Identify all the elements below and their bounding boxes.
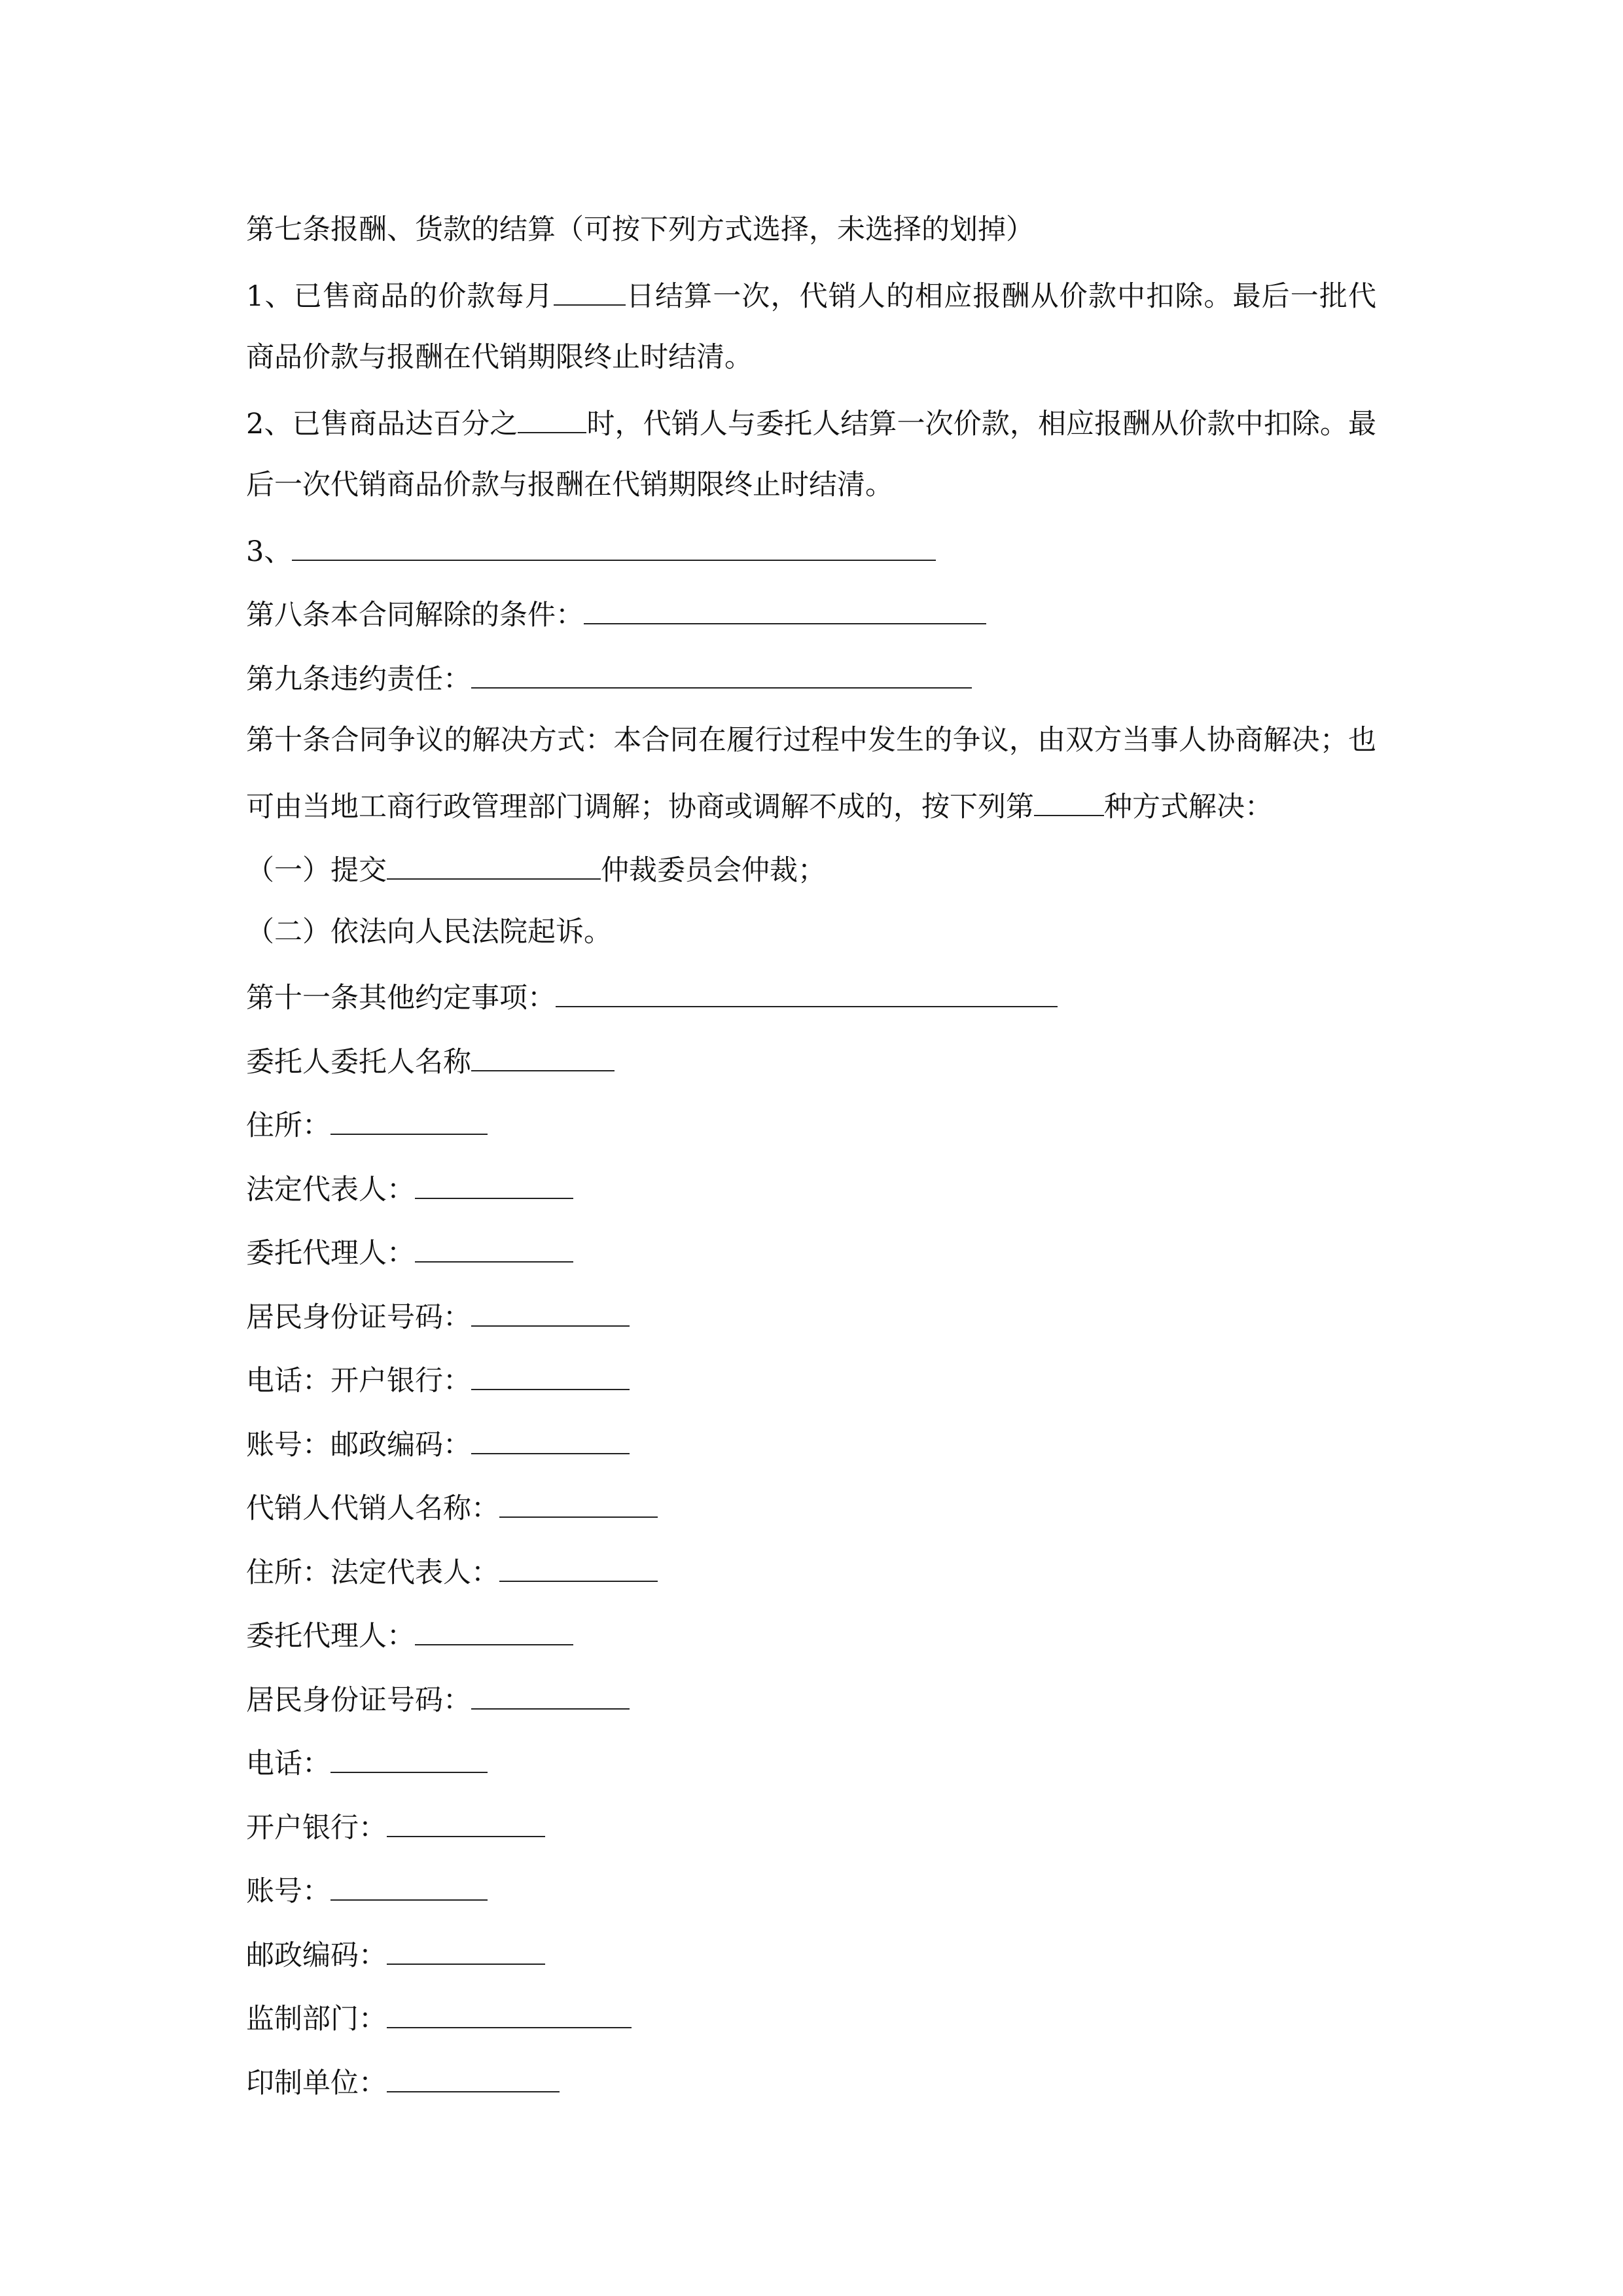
document-line [246,1869,488,1909]
fill-in-blank [415,1231,573,1263]
line-text: 后一次代销商品价款与报酬在代销期限终止时结清。 [246,469,893,501]
line-text: 委托人委托人名称 [246,1045,471,1079]
document-line [246,1933,545,1973]
document-line [246,912,612,952]
fill-in-blank [1034,785,1104,816]
fill-in-blank [471,1040,615,1071]
fill-in-blank [471,1359,630,1390]
line-text: 第八条本合同解除的条件： [246,599,584,632]
line-text: 印制单位： [246,2066,387,2100]
fill-in-blank [499,1486,658,1518]
fill-in-blank [330,1869,488,1901]
line-text: 第七条报酬、货款的结算（可按下列方式选择，未选择的划掉） [246,213,1034,246]
document-line [246,2061,560,2100]
line-text: 代销人代销人名称： [246,1492,499,1525]
fill-in-blank [387,1933,545,1965]
fill-in-blank [415,1614,573,1645]
document-line [246,529,936,569]
document-line [246,1103,488,1143]
line-text: 居民身份证号码： [246,1300,471,1334]
fill-in-blank [387,1806,545,1837]
document-line [246,1359,630,1398]
line-text: 委托代理人： [246,1237,415,1270]
document-line [246,274,1376,314]
line-text: 时，代销人与委托人结算一次价款，相应报酬从价款中扣除。最 [586,407,1376,440]
fill-in-blank [556,976,1058,1007]
line-text: 电话： [246,1748,330,1780]
fill-in-blank [499,1551,658,1582]
document-line [246,593,986,632]
document-line [246,1168,573,1207]
document-line [246,1742,488,1781]
line-text: 邮政编码： [246,1939,387,1972]
line-text: 开户银行： [246,1811,387,1844]
document-line [246,1231,573,1270]
line-text: 住所：法定代表人： [246,1556,499,1589]
line-text: 日结算一次，代销人的相应报酬从价款中扣除。最后一批代 [625,279,1376,313]
document-line [246,1423,630,1462]
line-text: 电话：开户银行： [246,1365,471,1397]
line-text: 委托代理人： [246,1620,415,1653]
line-text: 1、已售商品的价款每月 [246,279,554,313]
document-line [246,848,826,888]
line-text: 仲裁委员会仲裁； [601,854,826,887]
fill-in-blank [292,529,936,561]
fill-in-blank [554,274,626,306]
document-line [246,1614,573,1653]
line-text: 第十一条其他约定事项： [246,982,556,1014]
document-line [246,465,893,505]
line-text: 住所： [246,1109,330,1142]
document-line [246,1806,545,1845]
fill-in-blank [330,1103,488,1135]
fill-in-blank [471,1423,630,1454]
document-line [246,338,753,377]
fill-in-blank [387,1997,632,2028]
line-text: 账号：邮政编码： [246,1428,471,1462]
line-text: 可由当地工商行政管理部门调解；协商或调解不成的，按下列第 [246,790,1034,823]
line-text: 账号： [246,1875,330,1908]
document-line [246,1486,658,1526]
document-line [246,402,1376,441]
line-text: 商品价款与报酬在代销期限终止时结清。 [246,341,753,374]
document-line [246,1040,615,1079]
document-line [246,1295,630,1335]
line-text: 2、已售商品达百分之 [246,407,518,440]
document-line [246,1678,630,1717]
document-line [246,785,1273,824]
fill-in-blank [387,848,601,880]
document-line [246,657,972,696]
document-line [246,1551,658,1590]
fill-in-blank [584,593,986,624]
line-text: 第十条合同争议的解决方式：本合同在履行过程中发生的争议，由双方当事人协商解决；也 [246,724,1376,757]
line-text: 第九条违约责任： [246,662,471,696]
fill-in-blank [387,2061,560,2092]
fill-in-blank [518,402,586,433]
line-text: 3、 [246,535,293,568]
document-line [246,1997,632,2036]
fill-in-blank [415,1168,573,1199]
fill-in-blank [471,657,972,689]
document-line [246,976,1058,1015]
fill-in-blank [471,1295,630,1327]
line-text: 居民身份证号码： [246,1683,471,1717]
line-text: 法定代表人： [246,1173,415,1206]
line-text: 监制部门： [246,2003,387,2036]
fill-in-blank [330,1742,488,1773]
line-text: （一）提交 [246,854,387,887]
fill-in-blank [471,1678,630,1710]
document-line [246,721,1376,760]
line-text: （二）依法向人民法院起诉。 [246,915,612,948]
line-text: 种方式解决： [1104,790,1273,823]
document-line [246,210,1034,249]
